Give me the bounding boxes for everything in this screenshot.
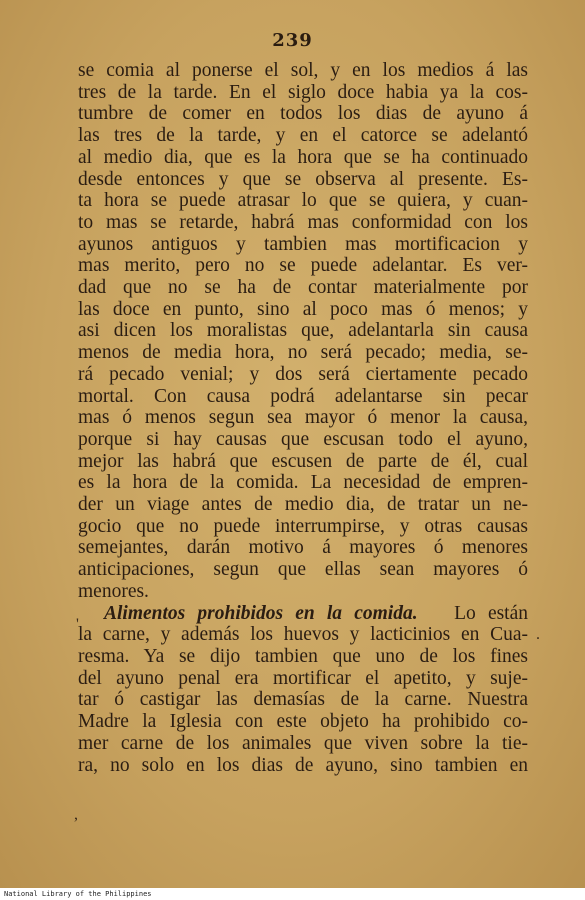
text-line: mas ó menos segun sea mayor ó menor la causa,: [78, 407, 528, 429]
text-line: resma. Ya se dijo tambien que uno de los fines: [78, 645, 528, 667]
paragraph-heading-line: [78, 603, 528, 625]
text-line: rá pecado venial; y dos será ciertamente pecado: [78, 363, 528, 385]
page-number: 239: [272, 30, 313, 51]
text-line: ra, no solo en los dias de ayuno, sino tambien en: [78, 754, 528, 776]
text-line: semejantes, darán motivo á mayores ó menores: [78, 537, 528, 559]
text-line: al medio dia, que es la hora que se ha continuado: [78, 146, 528, 168]
text-line: ayunos antiguos y tambien mas mortificacion y: [78, 233, 528, 255]
text-line: mortal. Con causa podrá adelantarse sin pecar: [78, 385, 528, 407]
text-line: es la hora de la comida. La necesidad de empren-: [78, 472, 528, 494]
text-line: la carne, y además los huevos y lacticinios en Cua-: [78, 624, 528, 646]
paragraph-heading: Alimentos prohibidos en la comida.: [104, 602, 418, 624]
text-line: mer carne de los animales que viven sobre la tie-: [78, 732, 528, 754]
margin-mark: ': [76, 616, 79, 633]
text-line: Madre la Iglesia con este objeto ha prohibido co-: [78, 711, 528, 733]
text-line: der un viage antes de medio dia, de tratar un ne-: [78, 494, 528, 516]
text-line: gocio que no puede interrumpirse, y otras causas: [78, 515, 528, 537]
text-line: mejor las habrá que escusen de parte de él, cual: [78, 450, 528, 472]
text-line: tumbre de comer en todos los dias de ayuno á: [78, 103, 528, 125]
text-line: menores.: [78, 580, 149, 602]
text-line: porque si hay causas que escusan todo el ayuno,: [78, 428, 528, 450]
margin-mark: ,: [74, 806, 78, 823]
text-line: mas merito, pero no se puede adelantar. Es ver-: [78, 255, 528, 277]
text-line: las tres de la tarde, y en el catorce se adelantó: [78, 125, 528, 147]
text-line: las doce en punto, sino al poco mas ó menos; y: [78, 298, 528, 320]
text-line: to mas se retarde, habrá mas conformidad con los: [78, 211, 528, 233]
text-line: dad que no se ha de contar materialmente por: [78, 277, 528, 299]
text-line: tres de la tarde. En el siglo doce habia ya la cos-: [78, 81, 528, 103]
margin-mark: .: [536, 626, 540, 643]
text-line: asi dicen los moralistas que, adelantarla sin causa: [78, 320, 528, 342]
text-line: del ayuno penal era mortificar el apetito, y suje-: [78, 667, 528, 689]
library-credit: National Library of the Philippines: [4, 890, 152, 898]
text-fragment: Lo están: [454, 602, 529, 624]
text-line: ta hora se puede atrasar lo que se quiera, y cuan-: [78, 190, 528, 212]
text-line: menos de media hora, no será pecado; media, se-: [78, 342, 528, 364]
page-body-text: [78, 60, 528, 776]
text-line: se comia al ponerse el sol, y en los medios á las: [78, 60, 528, 81]
text-line: tar ó castigar las demasías de la carne. Nuestra: [78, 689, 528, 711]
text-line: anticipaciones, segun que ellas sean mayores ó: [78, 559, 528, 581]
text-line: desde entonces y que se observa al presente. Es-: [78, 168, 528, 190]
